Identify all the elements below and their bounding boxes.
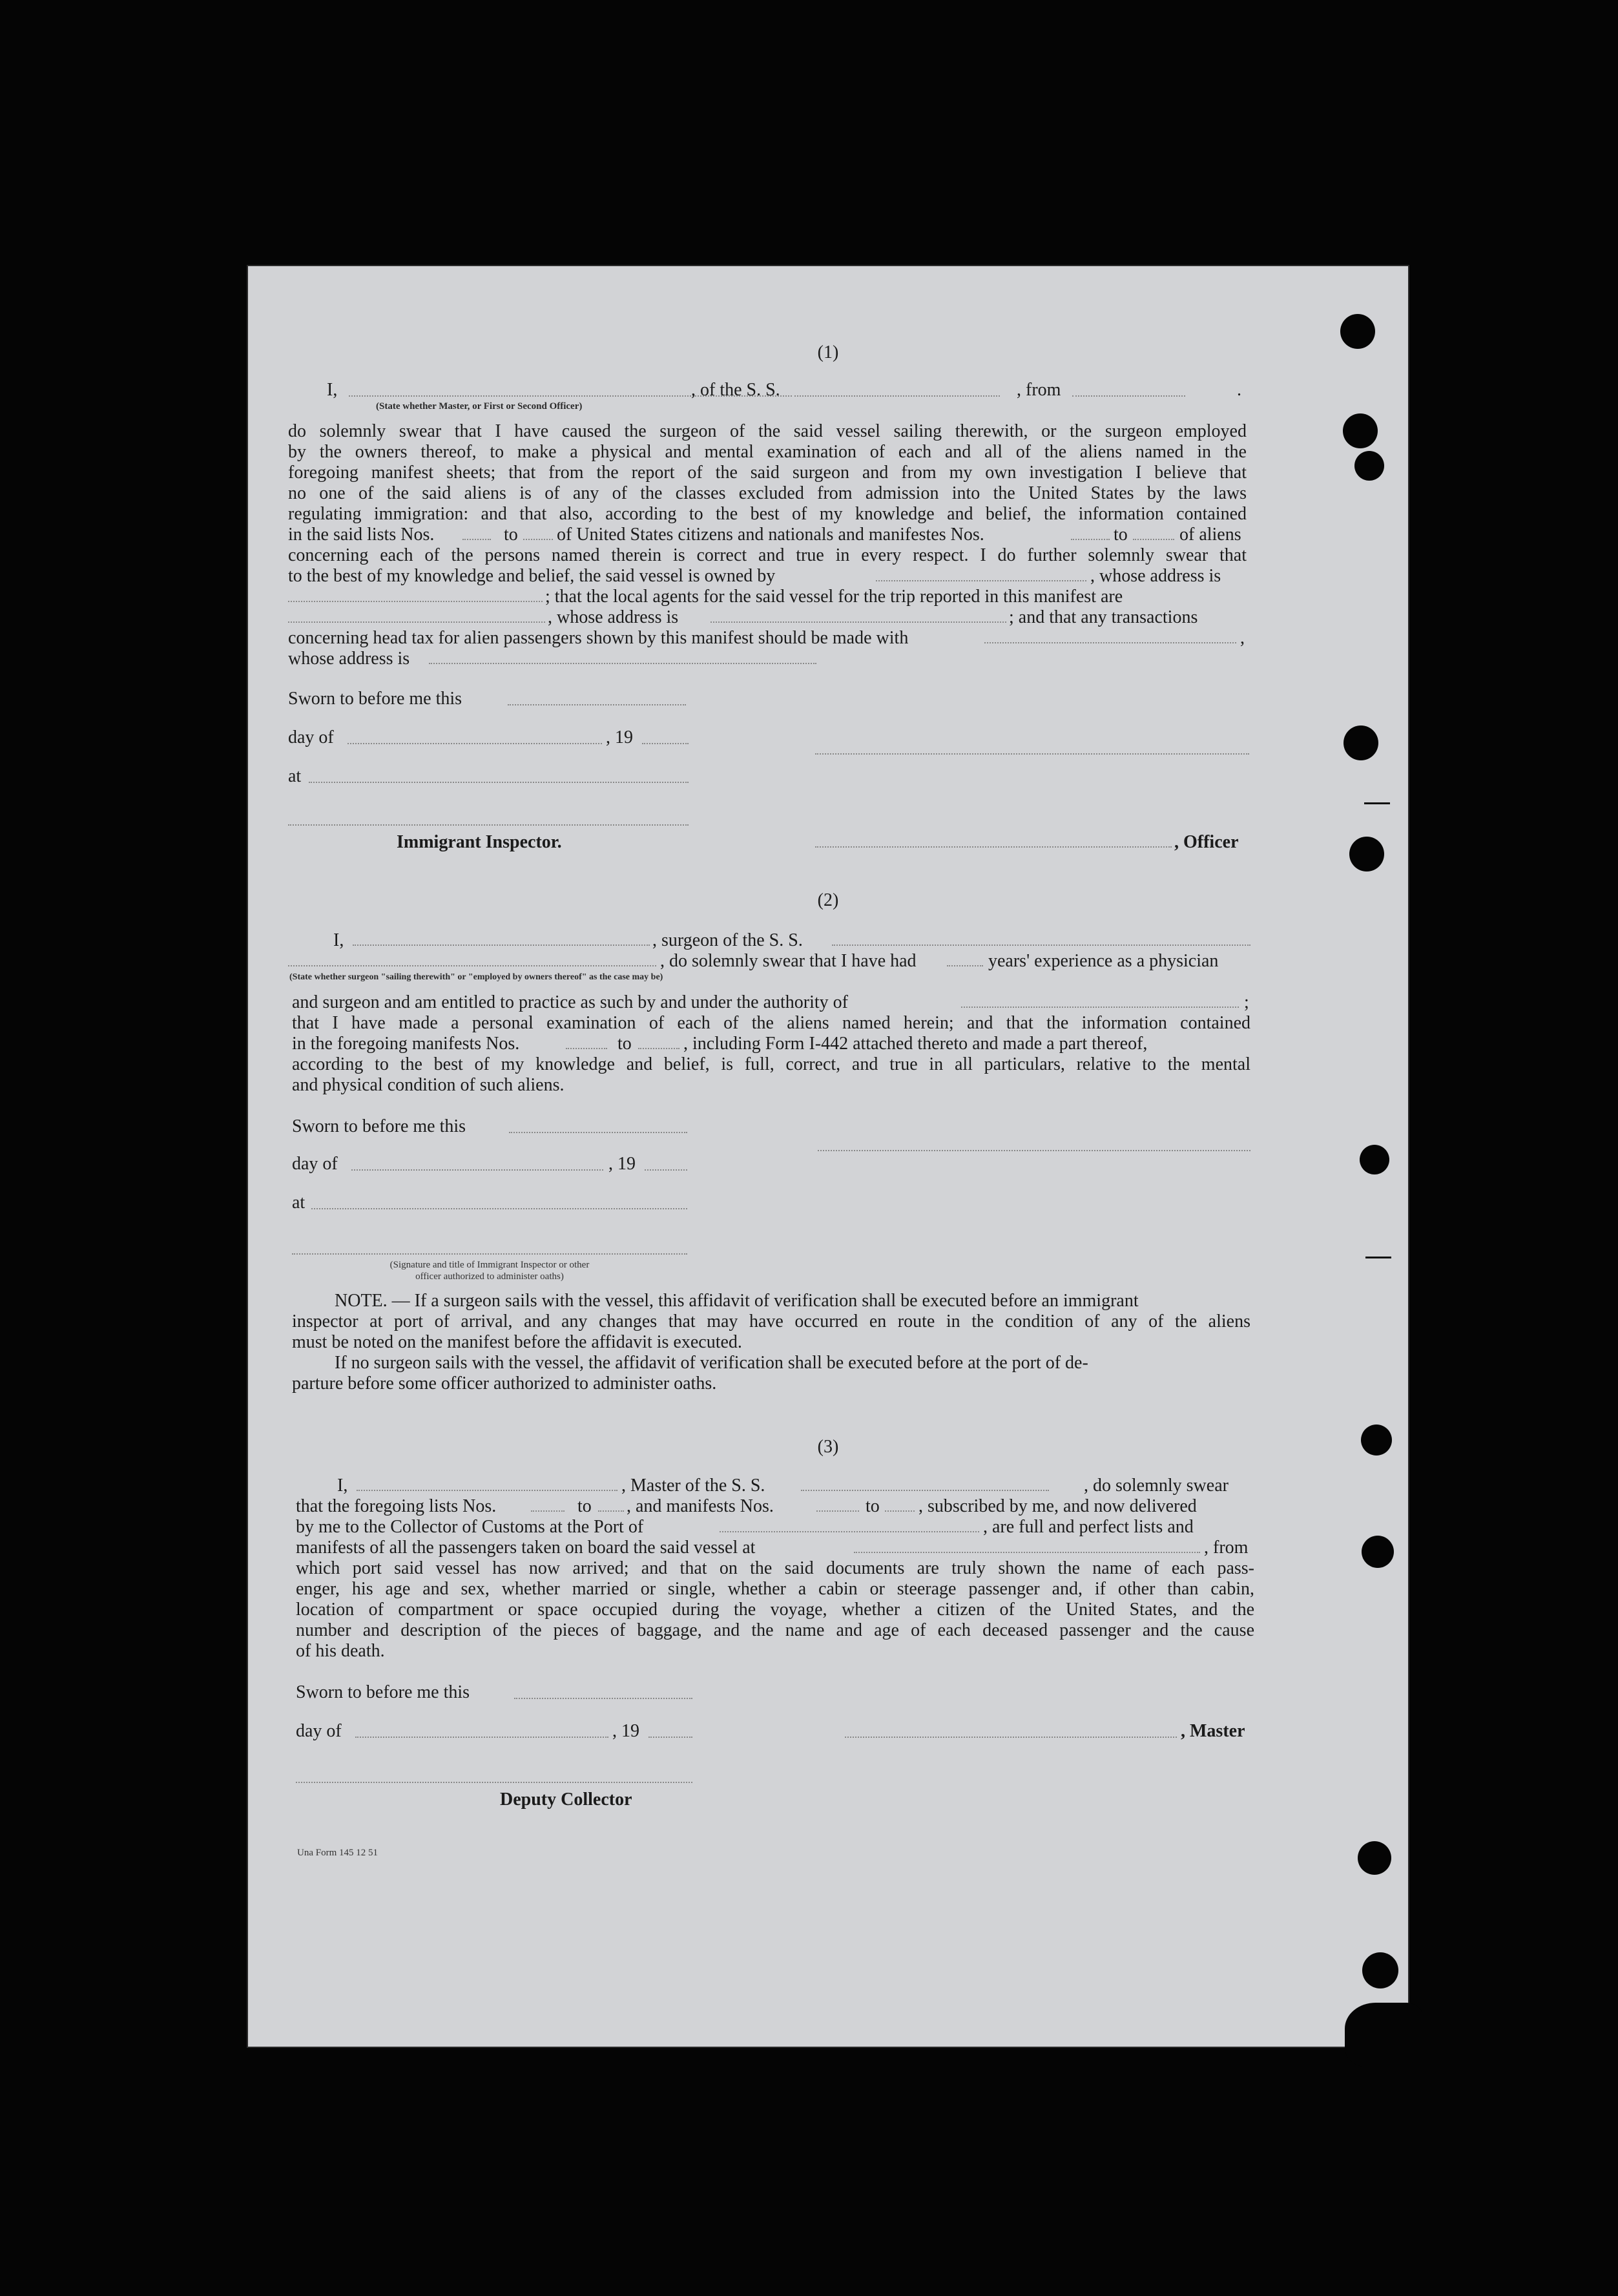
fill-line	[961, 1007, 1239, 1008]
text: , subscribed by me, and now delivered	[918, 1496, 1197, 1516]
text: Sworn to before me this	[296, 1682, 470, 1702]
torn-corner	[1345, 2003, 1422, 2067]
text: , are full and perfect lists and	[983, 1517, 1194, 1537]
text: , do solemnly swear that I have had	[660, 951, 917, 971]
field-hint: (State whether surgeon "sailing therewith" or "employed by owners thereof" as the case may be)	[289, 972, 663, 982]
text: I,	[337, 1476, 348, 1496]
fill-line	[645, 1169, 687, 1171]
fill-line	[288, 965, 656, 966]
fill-line	[353, 944, 650, 946]
section-number: (1)	[817, 342, 839, 362]
text: foregoing manifest sheets; that from the report of the said surgeon and from my own investigation I believe that	[288, 463, 1247, 483]
binder-hole	[1343, 725, 1378, 760]
text: regulating immigration: and that also, according to the best of my knowledge and belief, the information contained	[288, 504, 1247, 524]
text: concerning head tax for alien passengers shown by this manifest should be made with	[288, 628, 909, 648]
text: ;	[1244, 992, 1249, 1012]
fill-line	[720, 1531, 979, 1532]
binder-hole	[1362, 1952, 1398, 1988]
fill-line	[638, 1048, 679, 1049]
text: Sworn to before me this	[292, 1116, 466, 1136]
fill-line	[1071, 539, 1110, 540]
note-text: parture before some officer authorized to administer oaths.	[292, 1373, 717, 1393]
text: ; that the local agents for the said vessel for the trip reported in this manifest are	[545, 587, 1123, 607]
note-text: NOTE. — If a surgeon sails with the vessel, this affidavit of verification shall be executed before an immigrant	[335, 1291, 1139, 1311]
fill-line	[832, 944, 1250, 946]
text: , including Form I-442 attached thereto and made a part thereof,	[683, 1034, 1148, 1054]
binder-hole	[1343, 413, 1378, 448]
fill-line	[1072, 395, 1185, 397]
signature-line	[815, 753, 1249, 755]
fill-line	[885, 1510, 915, 1512]
text: , Master of the S. S.	[621, 1476, 765, 1496]
text: , 19	[608, 1154, 636, 1174]
text: ,	[1240, 628, 1245, 648]
fill-line	[288, 621, 545, 623]
signature-label: Deputy Collector	[500, 1790, 632, 1810]
form-number: Una Form 145 12 51	[297, 1848, 378, 1858]
text: I,	[333, 930, 344, 950]
text: to	[617, 1034, 632, 1054]
text: that the foregoing lists Nos.	[296, 1496, 497, 1516]
fill-line	[947, 965, 983, 966]
fill-line	[710, 621, 1006, 623]
fill-line	[288, 601, 543, 602]
binder-hole	[1349, 837, 1384, 871]
fill-line	[531, 1510, 565, 1512]
fill-line	[347, 743, 602, 744]
binder-hole	[1354, 451, 1384, 481]
field-hint: (Signature and title of Immigrant Inspector or other	[389, 1260, 590, 1270]
text: number and description of the pieces of baggage, and the name and age of each deceased passenger and the cause	[296, 1620, 1254, 1640]
binder-hole	[1358, 1841, 1391, 1875]
text: day of	[288, 727, 334, 747]
text: and physical condition of such aliens.	[292, 1075, 565, 1095]
fill-line	[854, 1552, 1200, 1553]
fill-line	[309, 782, 689, 783]
edge-mark	[1364, 802, 1390, 804]
text: of aliens	[1179, 525, 1241, 545]
field-hint: (State whether Master, or First or Second Officer)	[376, 401, 583, 412]
text: location of compartment or space occupied during the voyage, whether a citizen of the United States, and the	[296, 1600, 1254, 1620]
signature-label: Immigrant Inspector.	[397, 832, 562, 852]
edge-mark	[1365, 1257, 1391, 1258]
text: .	[1237, 380, 1241, 400]
fill-line	[429, 663, 816, 664]
binder-hole	[1360, 1145, 1389, 1174]
section-number: (3)	[817, 1437, 839, 1457]
fill-line	[351, 1169, 603, 1171]
fill-line	[509, 1132, 687, 1133]
fill-line	[801, 1490, 1049, 1491]
text: concerning each of the persons named therein is correct and true in every respect. I do further solemnly swear that	[288, 545, 1247, 565]
signature-label: , Master	[1181, 1721, 1245, 1741]
text: in the foregoing manifests Nos.	[292, 1034, 520, 1054]
section-number: (2)	[817, 890, 839, 910]
fill-line	[876, 580, 1086, 581]
text: day of	[292, 1154, 338, 1174]
fill-line	[523, 539, 553, 540]
text: to the best of my knowledge and belief, the said vessel is owned by	[288, 566, 776, 586]
manifest-affidavit-page	[247, 265, 1409, 2048]
fill-line	[514, 1698, 692, 1699]
note-text: must be noted on the manifest before the affidavit is executed.	[292, 1332, 742, 1352]
signature-line	[815, 846, 1172, 848]
text: whose address is	[288, 649, 410, 669]
fill-line	[355, 1737, 608, 1738]
signature-label: , Officer	[1174, 832, 1239, 852]
text: at	[292, 1193, 306, 1213]
text: , and manifests Nos.	[627, 1496, 774, 1516]
fill-line	[311, 1208, 687, 1209]
text: , from	[1017, 380, 1061, 400]
signature-line	[288, 824, 689, 826]
text: to	[504, 525, 518, 545]
field-hint: officer authorized to administer oaths)	[415, 1271, 564, 1282]
note-text: inspector at port of arrival, and any changes that may have occurred en route in the condition of any of the aliens	[292, 1311, 1250, 1331]
text: , whose address is	[1090, 566, 1221, 586]
text: in the said lists Nos.	[288, 525, 435, 545]
fill-line	[816, 1510, 859, 1512]
text: years' experience as a physician	[988, 951, 1219, 971]
fill-line	[357, 1490, 617, 1491]
text: no one of the said aliens is of any of the classes excluded from admission into the United States by the laws	[288, 483, 1247, 503]
text: to	[866, 1496, 880, 1516]
fill-line	[648, 1737, 692, 1738]
text: by me to the Collector of Customs at the Port of	[296, 1517, 644, 1537]
fill-line	[566, 1048, 607, 1049]
fill-line	[984, 642, 1236, 643]
signature-line	[818, 1150, 1250, 1151]
binder-hole	[1362, 1536, 1394, 1568]
text: , 19	[612, 1721, 639, 1741]
fill-line	[462, 539, 491, 540]
text: Sworn to before me this	[288, 689, 462, 709]
text: to	[577, 1496, 592, 1516]
text: according to the best of my knowledge and belief, is full, correct, and true in all particulars, relative to the mental	[292, 1054, 1250, 1074]
fill-line	[1133, 539, 1174, 540]
fill-line	[508, 704, 686, 705]
signature-line	[296, 1782, 692, 1783]
text: , surgeon of the S. S.	[652, 930, 803, 950]
text: , from	[1204, 1538, 1249, 1558]
text: ; and that any transactions	[1009, 607, 1198, 627]
text: at	[288, 766, 302, 786]
signature-line	[845, 1737, 1177, 1738]
text: , 19	[606, 727, 633, 747]
text: , of the S. S.	[691, 380, 780, 400]
fill-line	[642, 743, 689, 744]
text: enger, his age and sex, whether married or single, whether a cabin or steerage passenger and, if other than cabin,	[296, 1579, 1254, 1599]
fill-line	[794, 395, 1000, 397]
text: manifests of all the passengers taken on board the said vessel at	[296, 1538, 756, 1558]
text: , do solemnly swear	[1084, 1476, 1229, 1496]
note-text: If no surgeon sails with the vessel, the affidavit of verification shall be executed before at the port of de-	[335, 1353, 1088, 1373]
text: of United States citizens and nationals and manifestes Nos.	[557, 525, 984, 545]
text: day of	[296, 1721, 342, 1741]
fill-line	[598, 1510, 624, 1512]
text: of his death.	[296, 1641, 385, 1661]
text: which port said vessel has now arrived; and that on the said documents are truly shown the name of each pass-	[296, 1558, 1254, 1578]
text: that I have made a personal examination of each of the aliens named herein; and that the information contained	[292, 1013, 1250, 1033]
signature-line	[292, 1253, 687, 1255]
text: , whose address is	[548, 607, 679, 627]
text: to	[1114, 525, 1128, 545]
text: I,	[327, 380, 338, 400]
text: by the owners thereof, to make a physical and mental examination of each and all of the aliens named in the	[288, 442, 1247, 462]
text: and surgeon and am entitled to practice as such by and under the authority of	[292, 992, 848, 1012]
text: do solemnly swear that I have caused the surgeon of the said vessel sailing therewith, or the surgeon employed	[288, 421, 1247, 441]
